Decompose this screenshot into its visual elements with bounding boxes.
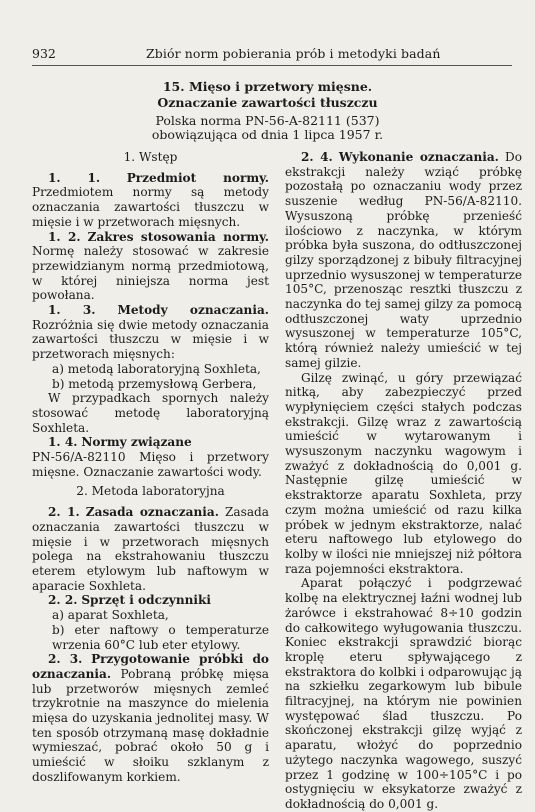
- section-title-line2: Oznaczanie zawartości tłuszczu: [157, 95, 378, 110]
- norm-effective-date: obowiązująca od dnia 1 lipca 1957 r.: [151, 127, 384, 142]
- paragraph-heading: Normy związane: [81, 435, 192, 450]
- page-number: 932: [32, 46, 56, 61]
- paragraph-text: W przypadkach spornych należy stosować metodę laboratoryjną Soxhleta.: [32, 391, 269, 435]
- paragraph-number: 1. 1.: [48, 170, 101, 185]
- list-item-b: b) metodą przemysłową Gerbera,: [52, 376, 257, 391]
- list-item-a: a) metodą laboratoryjną Soxhleta,: [52, 361, 261, 376]
- heading-wstep: 1. Wstęp: [123, 150, 178, 164]
- paragraph-heading: Przedmiot normy.: [126, 170, 269, 185]
- right-column: [285, 150, 522, 812]
- paragraph-heading: Metody oznaczania.: [117, 303, 269, 318]
- paragraph-number: 2. 1.: [48, 505, 80, 520]
- left-column: [32, 150, 269, 785]
- paragraph-text: Do ekstrakcji należy wziąć próbkę pozostałą po oznaczaniu wody przez suszenie według PN-56/A-82110. Wysuszoną próbkę przenieść ilościowo z naczynka, w którym próbka była suszona, do odtłuszczonej gilzy sporządzonej z bibuły filtracyjnej uprzednio wysuszonej w temperaturze 105°C, przenosząc resztki tłuszczu z naczynka do tej samej gilzy za pomocą odtłuszczonej waty uprzednio wysuszonej w temperaturze 105°C, którą również należy umieścić w tej samej gilzie.: [285, 150, 522, 370]
- related-norm-text: PN-56/A-82110 Mięso i przetwory mięsne. Oznaczanie zawartości wody.: [32, 450, 269, 479]
- paragraph-text: Pobraną próbkę mięsa lub przetworów mięsnych zemleć trzykrotnie na maszynce do mielenia mięsa do uzyskania jednolitej masy. W ten sposób otrzymaną masę dokładnie wymieszać, pobrać około 50 g i umieścić w słoiku szklanym z doszlifowanym korkiem.: [32, 666, 269, 784]
- paragraph-aparat: Aparat połączyć i podgrzewać kolbę na elektrycznej łaźni wodnej lub żarówce i ekstrahować 8÷10 godzin do całkowitego wyługowania tłuszczu. Koniec ekstrakcji sprawdzić biorąc kroplę eteru spływającego z ekstraktora do kolbki i odparowując ją na szkiełku zegarkowym lub bibule filtracyjnej, na którym nie powinien występować ślad tłuszczu. Po skończonej ekstrakcji gilzę wyjąć z aparatu, włożyć do poprzednio użytego naczynka wagowego, suszyć przez 1 godzinę w 100÷105°C i po ostygnięciu w eksykatorze zważyć z dokładnością do 0,001 g.: [285, 576, 522, 811]
- paragraph-text: Normę należy stosować w zakresie przewidzianym normą przedmiotową, w której niniejsza norma jest powołana.: [32, 244, 269, 303]
- norm-designation: Polska norma PN-56-A-82111 (537): [155, 113, 380, 128]
- paragraph-heading: Wykonanie oznaczania.: [338, 150, 499, 164]
- paragraph-1-4: [32, 435, 269, 450]
- paragraph-text: Przedmiotem normy są metody oznaczania zawartości tłuszczu w mięsie i w przetworach mięsnych.: [32, 185, 269, 229]
- paragraph-2-3: [32, 652, 269, 784]
- paragraph-1-3: [32, 303, 269, 362]
- paragraph-text: Zasada oznaczania zawartości tłuszczu w mięsie i w przetworach mięsnych polega na ekstrahowaniu tłuszczu eterem etylowym lub naftowym w aparacie Soxhleta.: [32, 505, 269, 593]
- list-item-b: b) eter naftowy o temperaturze wrzenia 60°C lub eter etylowy.: [52, 622, 269, 652]
- paragraph-number: 2. 2.: [48, 593, 78, 608]
- list-item-a: a) aparat Soxhleta,: [52, 608, 169, 623]
- running-header: [32, 46, 512, 64]
- section-title-line1: 15. Mięso i przetwory mięsne.: [162, 79, 373, 94]
- paragraph-1-2: [32, 230, 269, 304]
- paragraph-number: 2. 4.: [301, 150, 333, 164]
- paragraph-heading: Zasada oznaczania.: [85, 505, 219, 520]
- paragraph-number: 2. 3.: [48, 652, 83, 667]
- paragraph-number: 1. 4.: [48, 435, 78, 450]
- paragraph-heading: Zakres stosowania normy.: [87, 229, 269, 244]
- paragraph-2-1: [32, 505, 269, 593]
- paragraph-number: 1. 2.: [48, 229, 81, 244]
- paragraph-2-4: [285, 150, 522, 371]
- header-rule: [32, 65, 512, 66]
- paragraph-number: 1. 3.: [48, 303, 96, 318]
- paragraph-heading: Przygotowanie próbki do oznaczania.: [32, 652, 269, 681]
- running-title: Zbiór norm pobierania prób i metodyki badań: [146, 46, 441, 61]
- heading-metoda-laboratoryjna: 2. Metoda laboratoryjna: [76, 484, 225, 499]
- paragraph-heading: Sprzęt i odczynniki: [81, 593, 211, 608]
- paragraph-2-2: [32, 593, 269, 608]
- paragraph-text: Rozróżnia się dwie metody oznaczania zawartości tłuszczu w mięsie i w przetworach mięsnych:: [32, 317, 269, 362]
- paragraph-gilze: Gilzę zwinąć, u góry przewiązać nitką, aby zabezpieczyć przed wypłynięciem części stałych podczas ekstrakcji. Gilzę wraz z zawartością umieścić w wytarowanym i wysuszonym naczynku wagowym i zważyć z dokładnością do 0,001 g. Następnie gilzę umieścić w ekstraktorze aparatu Soxhleta, przy czym można umieścić od razu kilka próbek w jednym ekstraktorze, nalać eteru naftowego lub etylowego do kolby w ilości nie mniejszej niż półtora raza pojemności ekstraktora.: [285, 370, 522, 576]
- paragraph-1-1: [32, 171, 269, 230]
